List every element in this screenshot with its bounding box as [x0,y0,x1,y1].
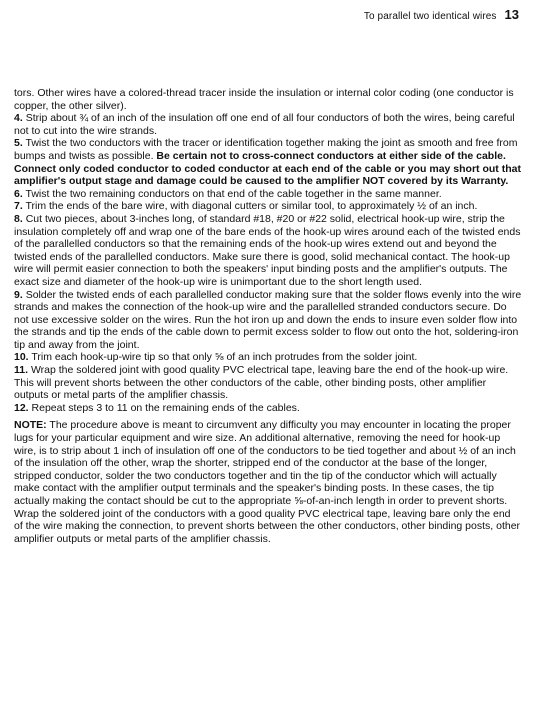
step-text: Solder the twisted ends of each parallelled conductor making sure that the solder flows evenly into the wire strands and makes the connection of the hook-up wire and the parallelled stranded conductors secure. Do not use excessive solder on the wires. Run the hot iron up and down the ends to insure even solder flow into the strands and tip the ends of the cable down to permit excess solder to flow out onto the hot, soldering-iron tip and away from the joint. [14,288,522,351]
step-6 [14,188,522,201]
step-text: Trim the ends of the bare wire, with diagonal cutters or similar tool, to approximately ½ of an inch. [25,200,478,213]
step-text: Twist the two remaining conductors on that end of the cable together in the same manner. [25,187,442,200]
note-label: NOTE: [14,419,47,432]
step-7 [14,200,522,213]
step-10 [14,351,522,364]
step-number: 4. [14,112,23,125]
page-header [364,7,519,22]
page-number: 13 [504,7,519,22]
step-number: 5. [14,137,23,150]
step-5 [14,137,522,187]
intro-paragraph: tors. Other wires have a colored-thread tracer inside the insulation or internal color coding (one conductor is copper, the other silver). [14,87,514,112]
step-text: Strip about ¾ of an inch of the insulation off one end of all four conductors of both the wires, being careful not to cut into the wire strands. [14,112,515,137]
step-4 [14,112,522,137]
step-number: 8. [14,212,23,225]
step-number: 10. [14,351,29,364]
step-8 [14,213,522,289]
step-9 [14,289,522,352]
step-number: 6. [14,187,23,200]
step-text: Cut two pieces, about 3-inches long, of standard #18, #20 or #22 solid, electrical hook-up wire, strip the insulation completely off and wrap one of the bare ends of the hook-up wires around each of the twisted ends of the parallelled conductors so that the remaining ends of the hook-up wires extend out and beyond the twisted ends of the parallelled conductors. Make sure there is good, solid mechanical contact. The hook-up wire will permit easier connection to both the speakers' input binding posts and the amplifier's outputs. The exact size and diameter of the hook-up wire is unimportant due to the short length used. [14,212,521,288]
step-number: 7. [14,200,23,213]
step-text: Repeat steps 3 to 11 on the remaining ends of the cables. [31,401,300,414]
step-number: 12. [14,401,29,414]
body-text [14,87,522,545]
warning-text: Be certain not to cross-connect conductors at either side of the cable. Connect only coded conductor to coded conductor at each end of the cable or you may short out that amplifier's output stage and damage could be caused to the amplifier NOT covered by its Warranty. [14,149,521,188]
note-text: The procedure above is meant to circumvent any difficulty you may encounter in locating the proper lugs for your particular equipment and wire size. An additional alternative, removing the need for hook-up wire, is to strip about 1 inch of insulation off one of the conductors to be tied together and about ½ of an inch of the insulation off the other, wrap the shorter, stripped end of the conductor at the base of the longer, stripped conductor, solder the two conductors together and tin the tip of the conductor which will actually make contact with the amplifier output terminals and the speaker's binding posts. In these cases, the tip actually making the contact should be cut to the appropriate ⅝-of-an-inch length in order to prevent shorts. Wrap the soldered joint of the conductors with a good quality PVC electrical tape, leaving bare only the end of the wire making the connection, to prevent shorts between the other conductors, other binding posts, other amplifier outputs or metal parts of the amplifier chassis. [14,419,521,545]
step-text: Twist the two conductors with the tracer or identification together making the joint as smooth and free from bumps and twists as possible. [14,137,518,162]
note-paragraph [14,419,522,545]
step-number: 9. [14,288,23,301]
step-text: Wrap the soldered joint with good quality PVC electrical tape, leaving bare the end of the hook-up wire. This will prevent shorts between the other conductors of the cable, other binding posts, other amplifier outputs or metal parts of the amplifier chassis. [14,364,509,402]
running-title: To parallel two identical wires [363,11,497,22]
step-12 [14,402,522,415]
step-number: 11. [14,364,29,377]
step-11 [14,364,522,402]
step-text: Trim each hook-up-wire tip so that only ⅝ of an inch protrudes from the solder joint. [31,351,418,364]
